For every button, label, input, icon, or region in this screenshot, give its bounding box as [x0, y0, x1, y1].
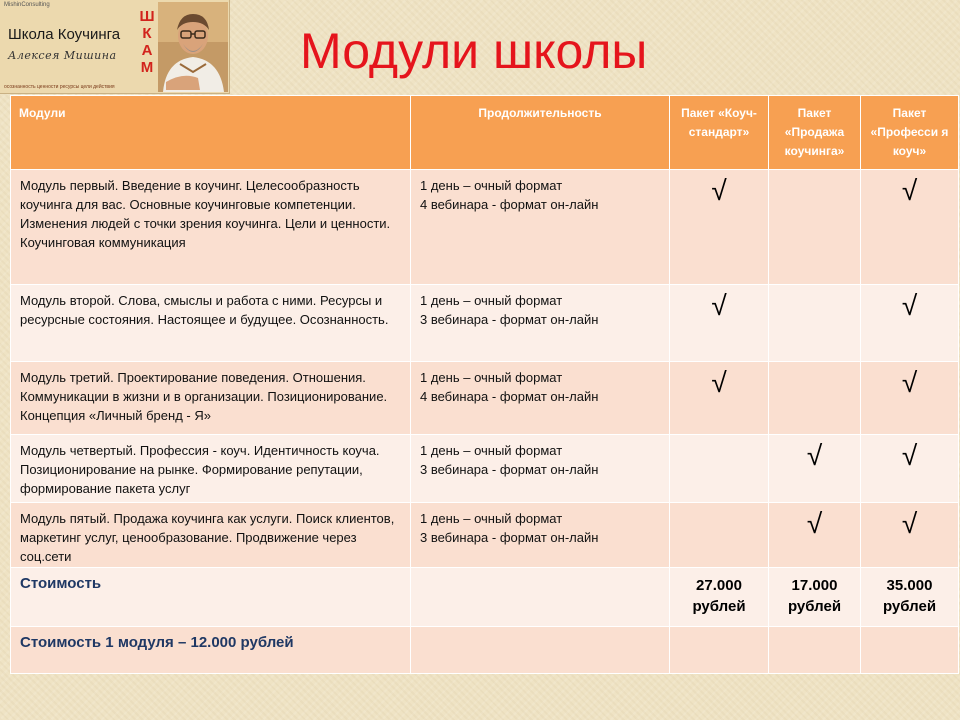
- checkmark-cell: √: [861, 285, 959, 362]
- empty-cell: [670, 627, 769, 674]
- price-professional-coach: [861, 568, 959, 627]
- checkmark-cell: √: [861, 362, 959, 435]
- single-module-cost-row: [11, 627, 959, 674]
- duration-offline: 1 день – очный формат: [420, 293, 563, 308]
- author-portrait-icon: [158, 2, 228, 92]
- modules-table: [10, 95, 959, 674]
- logo-tagline: осознанность ценности ресурсы цели действия: [4, 84, 115, 90]
- author-photo: [158, 2, 228, 92]
- school-logo: [0, 0, 230, 94]
- price-amount: 17.000: [791, 577, 838, 594]
- checkmark-cell: [670, 435, 769, 503]
- checkmark-cell: √: [861, 170, 959, 285]
- empty-cell: [411, 627, 670, 674]
- logo-site-name: MishinConsulting: [4, 2, 50, 8]
- table-row: [11, 362, 959, 435]
- price-coach-standard: [670, 568, 769, 627]
- duration-online: 4 вебинара - формат он-лайн: [420, 197, 599, 212]
- checkmark-cell: √: [670, 170, 769, 285]
- checkmark-cell: √: [769, 503, 861, 568]
- checkmark-cell: [769, 285, 861, 362]
- checkmark-cell: √: [861, 435, 959, 503]
- duration-offline: 1 день – очный формат: [420, 178, 563, 193]
- logo-letter: М: [140, 59, 154, 76]
- table-header-row: [11, 96, 959, 170]
- module-description: Модуль третий. Проектирование поведения. Отношения. Коммуникации в жизни и в организации. Позиционирование. Концепция «Личный бренд - Я»: [11, 362, 411, 435]
- duration-online: 3 вебинара - формат он-лайн: [420, 462, 599, 477]
- checkmark-cell: √: [861, 503, 959, 568]
- duration-offline: 1 день – очный формат: [420, 370, 563, 385]
- module-duration: [411, 170, 670, 285]
- table-row: [11, 503, 959, 568]
- empty-cell: [411, 568, 670, 627]
- price-amount: 35.000: [886, 577, 933, 594]
- module-description: Модуль пятый. Продажа коучинга как услуги. Поиск клиентов, маркетинг услуг, ценообразование. Продвижение через соц.сети: [11, 503, 411, 568]
- checkmark-cell: √: [670, 285, 769, 362]
- empty-cell: [769, 627, 861, 674]
- header-package-coach-standard: Пакет «Коуч-стандарт»: [670, 96, 769, 170]
- duration-online: 4 вебинара - формат он-лайн: [420, 389, 599, 404]
- module-description: Модуль второй. Слова, смыслы и работа с ними. Ресурсы и ресурсные состояния. Настоящее и будущее. Осознанность.: [11, 285, 411, 362]
- duration-offline: 1 день – очный формат: [420, 443, 563, 458]
- checkmark-cell: [670, 503, 769, 568]
- empty-cell: [861, 627, 959, 674]
- module-description: Модуль первый. Введение в коучинг. Целесообразность коучинга для вас. Основные коучинговые компетенции. Изменения людей с точки зрения коучинга. Цели и ценности. Коучинговая коммуникация: [11, 170, 411, 285]
- header-package-professional-coach: Пакет «Професси я коуч»: [861, 96, 959, 170]
- price-unit: рублей: [882, 598, 937, 615]
- cost-label: Стоимость: [11, 568, 411, 627]
- checkmark-cell: √: [769, 435, 861, 503]
- table-row: [11, 170, 959, 285]
- price-unit: рублей: [692, 598, 746, 615]
- price-coaching-sales: [769, 568, 861, 627]
- checkmark-cell: [769, 362, 861, 435]
- header-package-coaching-sales: Пакет «Продажа коучинга»: [769, 96, 861, 170]
- logo-letter: А: [141, 42, 153, 59]
- logo-letter: К: [142, 25, 152, 42]
- page-title: Модули школы: [300, 23, 648, 79]
- table-row: [11, 285, 959, 362]
- price-amount: 27.000: [696, 577, 742, 594]
- header-duration: Продолжительность: [411, 96, 670, 170]
- single-module-cost: Стоимость 1 модуля – 12.000 рублей: [11, 627, 411, 674]
- duration-online: 3 вебинара - формат он-лайн: [420, 312, 599, 327]
- price-unit: рублей: [787, 598, 842, 615]
- duration-offline: 1 день – очный формат: [420, 511, 563, 526]
- logo-letter: Ш: [139, 8, 155, 25]
- module-duration: [411, 285, 670, 362]
- logo-school-name: Школа Коучинга: [8, 26, 121, 43]
- table-row: [11, 435, 959, 503]
- module-duration: [411, 435, 670, 503]
- cost-row: [11, 568, 959, 627]
- duration-online: 3 вебинара - формат он-лайн: [420, 530, 599, 545]
- module-duration: [411, 503, 670, 568]
- module-description: Модуль четвертый. Профессия - коуч. Идентичность коуча. Позиционирование на рынке. Формирование репутации, формирование пакета услуг: [11, 435, 411, 503]
- logo-abbreviation: [139, 8, 155, 76]
- checkmark-cell: [769, 170, 861, 285]
- logo-author-name: Алексея Мишина: [8, 49, 117, 62]
- module-duration: [411, 362, 670, 435]
- header-modules: Модули: [11, 96, 411, 170]
- checkmark-cell: √: [670, 362, 769, 435]
